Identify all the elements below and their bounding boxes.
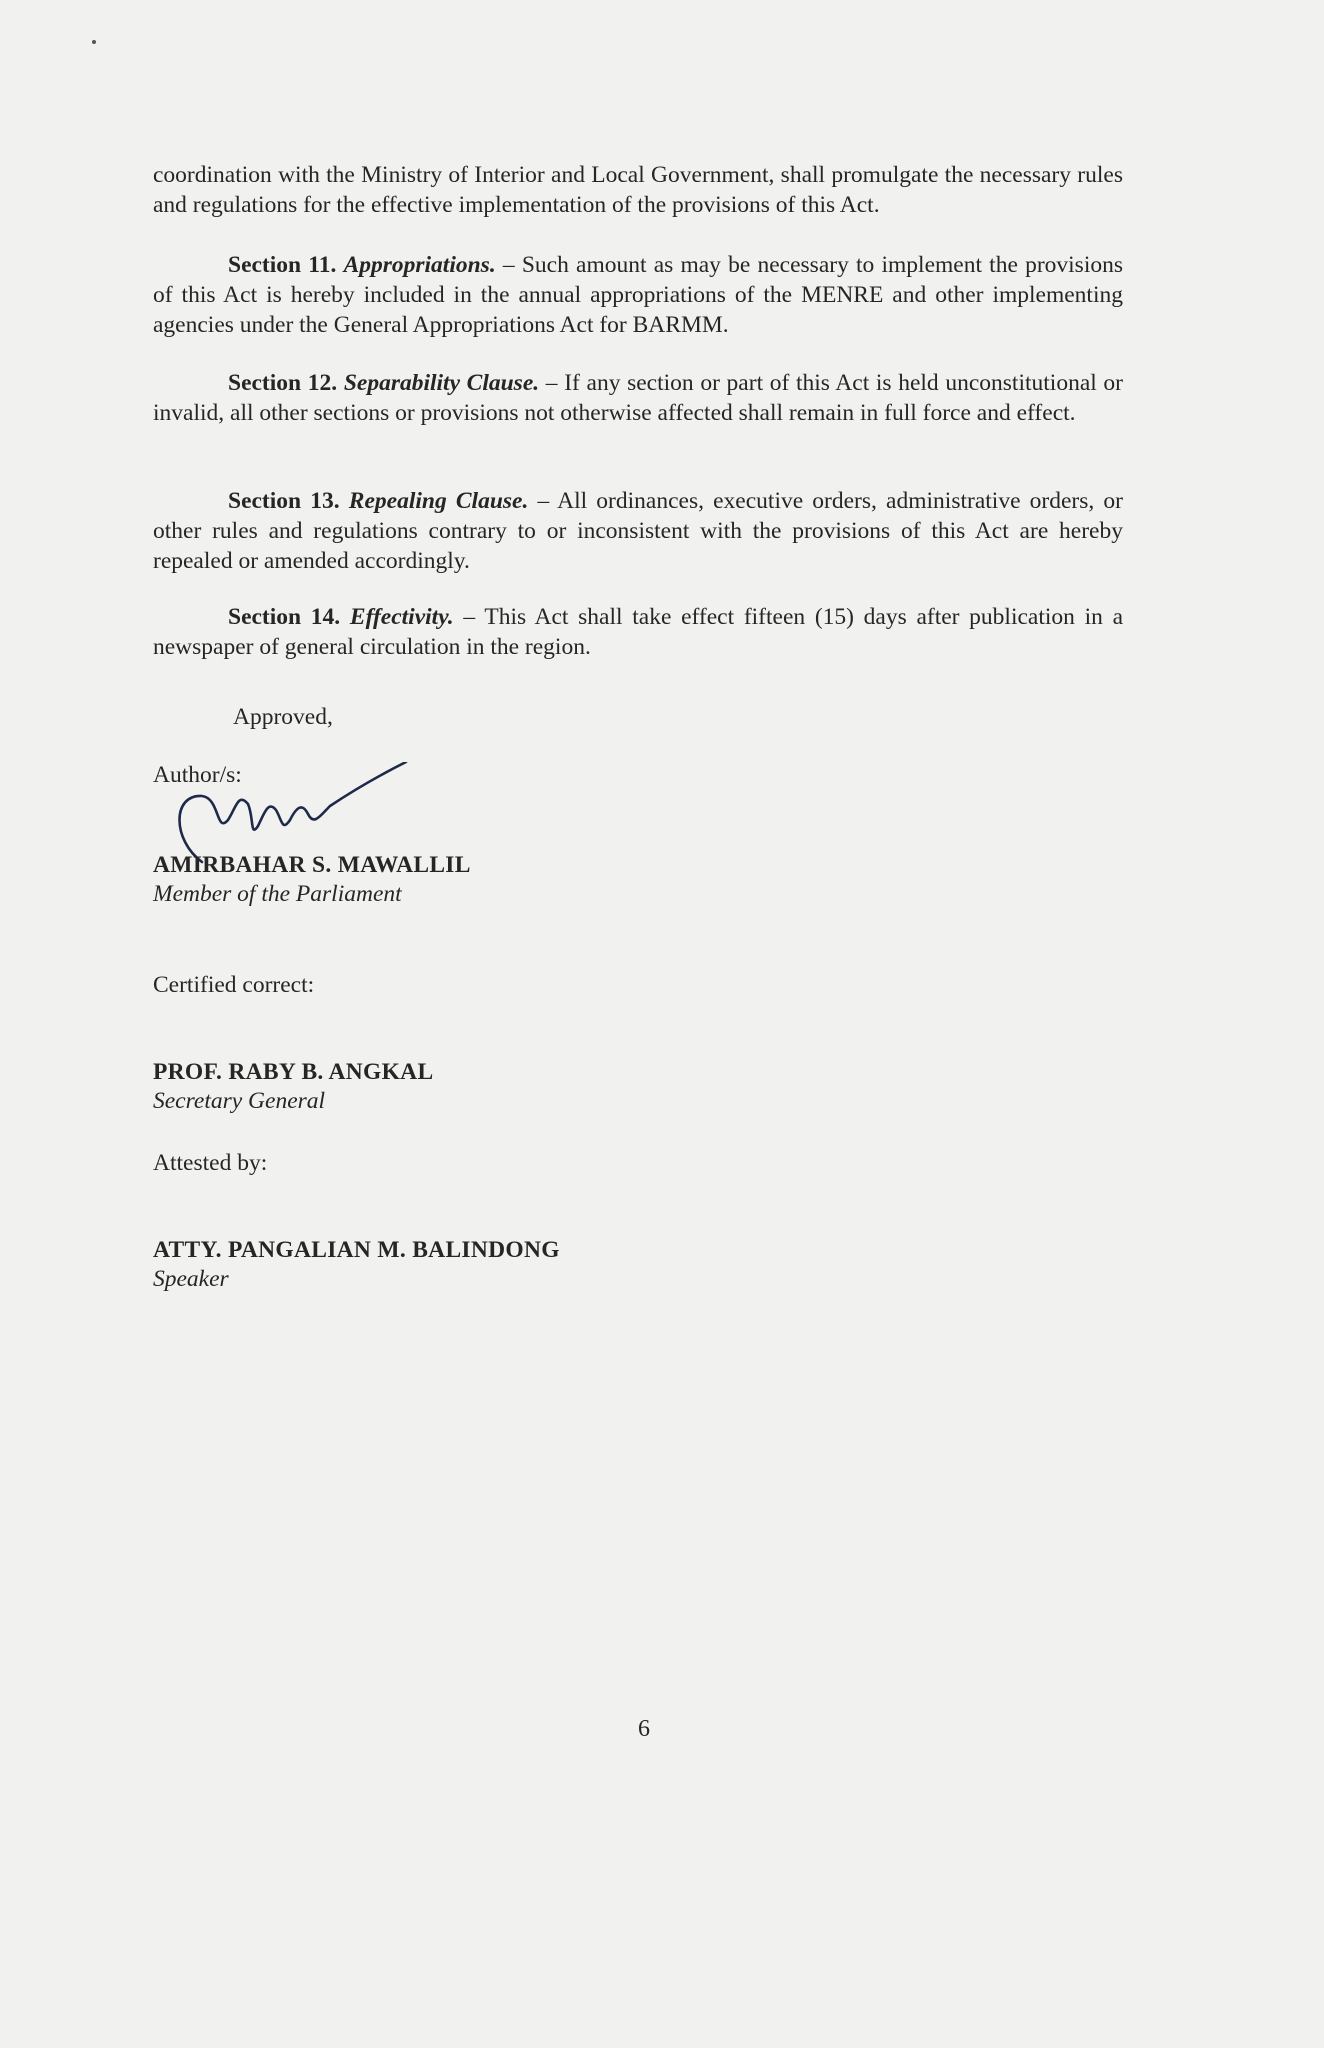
section-13-number: Section 13. (228, 488, 340, 514)
authors-label: Author/s: (153, 762, 242, 788)
author-title: Member of the Parliament (153, 881, 402, 907)
intro-paragraph: coordination with the Ministry of Interior and Local Government, shall promulgate the necessary rules and regulations for the effective implementation of the provisions of this Act. (153, 162, 1123, 218)
certified-label: Certified correct: (153, 972, 315, 998)
section-12-number: Section 12. (228, 370, 338, 396)
section-11-body: – Such amount as may be necessary to implement the provisions of this Act is hereby included in the annual appropriations of the MENRE and other implementing agencies under the General Appropriations Act for BARMM. (153, 252, 1123, 338)
scan-speck (92, 40, 96, 44)
section-14-number: Section 14. (228, 604, 341, 630)
page-number: 6 (638, 1716, 650, 1742)
section-13-paragraph (153, 486, 1123, 576)
certifier-name: PROF. RABY B. ANGKAL (153, 1059, 434, 1085)
attested-label: Attested by: (153, 1150, 268, 1176)
section-11-title: Appropriations. (343, 252, 496, 278)
section-11-number: Section 11. (228, 252, 337, 278)
section-12-paragraph (153, 368, 1123, 428)
section-12-title: Separability Clause. (343, 370, 540, 396)
section-12-body: – If any section or part of this Act is held unconstitutional or invalid, all other sections or provisions not otherwise affected shall remain in full force and effect. (153, 370, 1124, 426)
section-14-title: Effectivity. (349, 604, 454, 630)
certifier-title: Secretary General (153, 1088, 326, 1114)
approved-label: Approved, (233, 704, 333, 730)
section-14-paragraph (153, 602, 1123, 662)
section-11-paragraph (153, 250, 1123, 340)
section-13-title: Repealing Clause. (348, 488, 529, 514)
attester-name: ATTY. PANGALIAN M. BALINDONG (153, 1237, 560, 1263)
section-14-body: – This Act shall take effect fifteen (15) days after publication in a newspaper of general circulation in the region. (153, 604, 1124, 660)
section-13-body: – All ordinances, executive orders, administrative orders, or other rules and regulations contrary to or inconsistent with the provisions of this Act are hereby repealed or amended accordingly. (153, 488, 1123, 574)
author-name: AMIRBAHAR S. MAWALLIL (153, 852, 471, 878)
attester-title: Speaker (153, 1266, 229, 1292)
